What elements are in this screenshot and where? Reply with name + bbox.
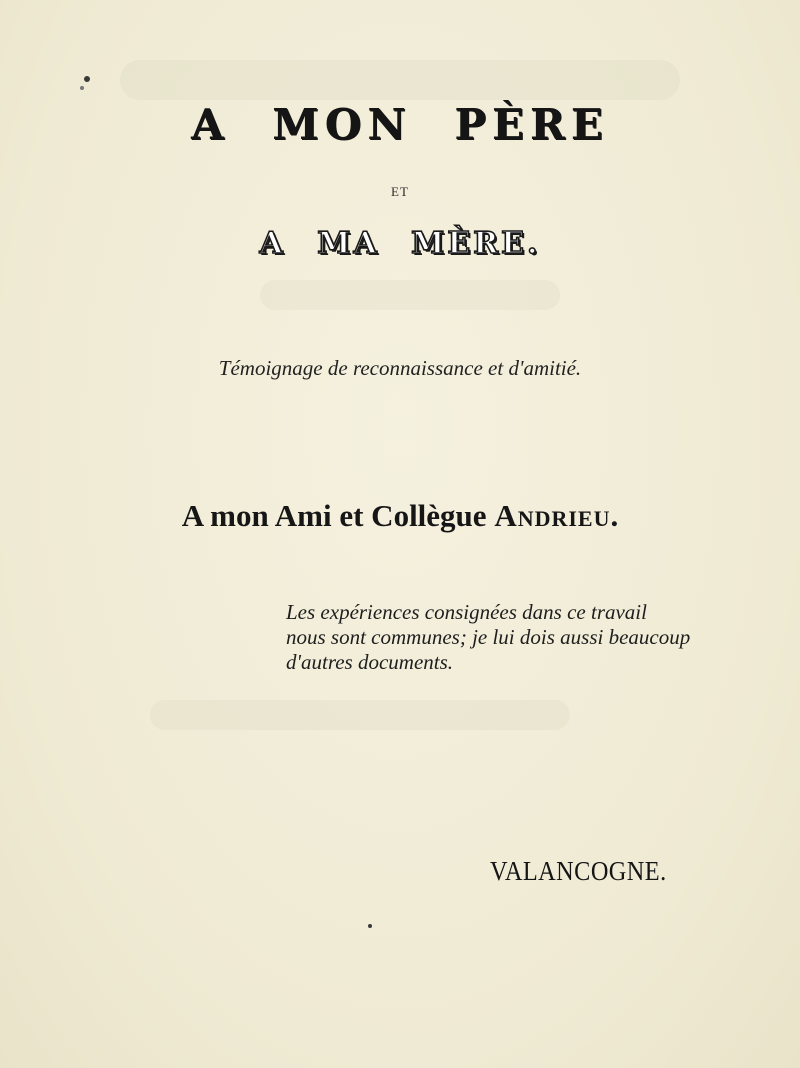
ink-speck [80,86,84,90]
show-through-smudge [260,280,560,310]
acknowledgement-line: Les expériences consignées dans ce travail [286,600,647,624]
author-signature: VALANCOGNE. [490,856,667,886]
title-conjunction: ET [391,184,409,199]
dedication-end: . [610,498,619,533]
acknowledgement-line: nous sont communes; je lui dois aussi beaucoup [286,625,691,649]
ink-speck [84,76,90,82]
show-through-smudge [150,700,570,730]
show-through-smudge [120,60,680,100]
title-to-father: A MON PÈRE [191,100,609,149]
dedication-prefix: A mon Ami et Collègue [181,498,495,533]
ink-speck [368,924,372,928]
dedication-name: Andrieu [494,498,611,533]
dedication-line [0,498,800,534]
acknowledgement-line: d'autres documents. [286,650,454,674]
title-to-mother: A MA MÈRE. [259,226,541,261]
tribute-line: Témoignage de reconnaissance et d'amitié. [218,356,582,380]
